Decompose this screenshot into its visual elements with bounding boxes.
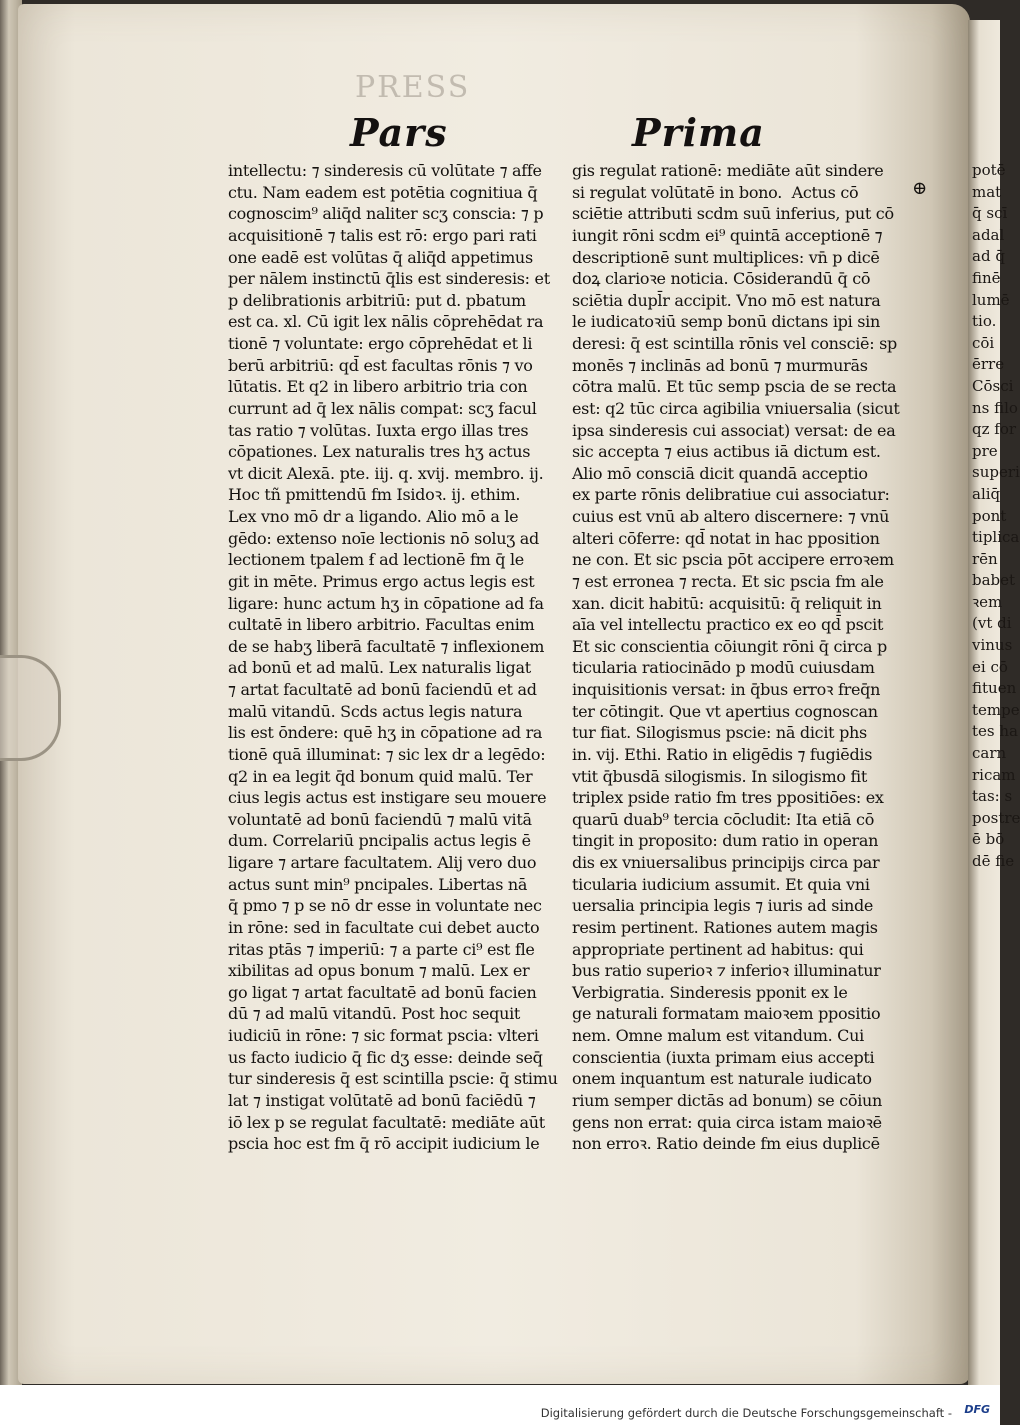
adjacent-page-line: lumē <box>972 290 1010 309</box>
right-column-line: sic accepta ⁊ eius actibus iā dictum est. <box>572 442 881 462</box>
adjacent-page-line: tas: s <box>972 787 1013 806</box>
left-column-line: xibilitas ad opus bonum ⁊ malū. Lex er <box>228 961 530 981</box>
adjacent-page-line: ns filo <box>972 398 1018 417</box>
right-column-line: bus ratio superioꝛ ⁊ inferioꝛ illuminatur <box>572 961 881 981</box>
adjacent-page-line: mat <box>972 182 1002 201</box>
adjacent-page-line: tes ha <box>972 722 1018 741</box>
left-column-line: q̄ pmo ⁊ p se nō dr esse in voluntate nec <box>228 896 542 916</box>
right-column-line: onem inquantum est naturale iudicato <box>572 1069 872 1089</box>
adjacent-page-line: carn <box>972 744 1007 763</box>
left-column-line: cius legis actus est instigare seu mouere <box>228 788 547 808</box>
left-column-line: malū vitandū. Scds actus legis natura <box>228 701 523 721</box>
right-column-line: vtit q̄busdā silogismis. In silogismo fit <box>572 766 868 786</box>
right-column-line: nem. Omne malum est vitandum. Cui <box>572 1026 864 1045</box>
left-column-line: tas ratio ⁊ volūtas. Iuxta ergo illas tres <box>228 420 529 440</box>
adjacent-page-line: potē <box>972 161 1006 179</box>
left-column-line: ligare: hunc actum hʒ in cōpatione ad fa <box>228 593 544 613</box>
adjacent-page-line: rēn <box>972 549 998 568</box>
left-column-line: ligare ⁊ artare facultatem. Alij vero duo <box>228 853 537 872</box>
right-column-line: sciētie attributi scdm suū inferius, put cō <box>572 204 894 224</box>
adjacent-page-line: Cōsci <box>972 376 1014 395</box>
adjacent-page-line: q̄ scī <box>972 204 1008 223</box>
adjacent-page-line: ꝛem <box>972 592 1003 611</box>
right-column-line: inquisitionis versat: in q̄bus erroꝛ freq̄n <box>572 680 881 699</box>
adjacent-page-line: vinus <box>972 636 1013 655</box>
left-column-line: gēdo: extenso noīe lectionis nō soluʒ ad <box>228 528 539 548</box>
left-column-line: intellectu: ⁊ sinderesis cū volūtate ⁊ affe <box>228 161 542 180</box>
left-column-line: cōpationes. Lex naturalis tres hʒ actus <box>228 442 531 462</box>
adjacent-page-line: postre <box>972 808 1020 827</box>
left-column-line: git in mēte. Primus ergo actus legis est <box>228 571 535 591</box>
left-column-line: one eadē est volūtas q̄ aliq̄d appetimus <box>228 247 533 267</box>
right-column-line: Et sic conscientia cōiungit rōni q̄ circa p <box>572 636 887 656</box>
right-column-line: in. vij. Ethi. Ratio in eligēdis ⁊ fugiēdis <box>572 744 873 764</box>
running-head-left: Pars <box>350 110 448 155</box>
left-column-line: lat ⁊ instigat volūtatē ad bonū faciēdū ⁊ <box>228 1090 536 1110</box>
adjacent-page-line: superi <box>972 463 1020 482</box>
right-column-line: uersalia principia legis ⁊ iuris ad sinde <box>572 896 874 916</box>
adjacent-page-line: ad q̄ <box>972 247 1005 266</box>
right-column-line: conscientia (iuxta primam eius accepti <box>572 1047 875 1067</box>
left-column-line: tionē quā illuminat: ⁊ sic lex dr a legēdo: <box>228 744 546 764</box>
right-column-line: Alio mō consciā dicit quandā acceptio <box>572 463 868 483</box>
right-column-line: descriptionē sunt multiplices: vn̄ p dicē <box>572 247 880 267</box>
right-column-line: deresi: q̄ est scintilla rōnis vel consciē: sp <box>572 334 897 353</box>
left-column-line: cultatē in libero arbitrio. Facultas enim <box>228 615 535 635</box>
right-column-line: cōtra malū. Et tūc semp pscia de se recta <box>572 377 897 397</box>
left-column-line: voluntatē ad bonū faciendū ⁊ malū vitā <box>228 809 532 829</box>
right-column-line: cuius est vnū ab altero discernere: ⁊ vnū <box>572 507 890 526</box>
right-column-line: gis regulat rationē: mediāte aūt sindere <box>572 161 884 180</box>
right-column-line: alteri cōferre: qd̄ notat in hac pposition <box>572 528 880 548</box>
left-column-line: lis est ōndere: quē hʒ in cōpatione ad ra <box>228 723 543 743</box>
left-column-line: currunt ad q̄ lex nālis compat: scʒ facul <box>228 398 537 418</box>
faint-stamp: PRESS <box>355 70 471 105</box>
left-column-line: pscia hoc est fm q̄ rō accipit iudicium le <box>228 1134 540 1154</box>
left-column-line: est ca. xl. Cū igit lex nālis cōprehēdat ra <box>228 312 544 332</box>
right-column-line: ticularia iudicium assumit. Et quia vni <box>572 874 870 894</box>
right-column-line: resim pertinent. Rationes autem magis <box>572 917 878 937</box>
right-column-line: ipsa sinderesis cui associat) versat: de ea <box>572 420 896 440</box>
right-column-line: ex parte rōnis delibratiue cui associatur: <box>572 485 890 505</box>
left-column-line: p delibrationis arbitriū: put d. pbatum <box>228 290 526 310</box>
right-column-line: doꝝ clarioꝛe noticia. Cōsiderandū q̄ cō <box>572 269 871 289</box>
left-column-line: ritas ptās ⁊ imperiū: ⁊ a parte ci⁹ est fle <box>228 939 535 959</box>
left-column-line: us facto iudicio q̄ fic dʒ esse: deinde seq̄ <box>228 1047 543 1067</box>
left-column-line: tur sinderesis q̄ est scintilla pscie: q̄ stimu <box>228 1069 558 1089</box>
right-column-line: rium semper dictās ad bonum) se cōiun <box>572 1090 883 1110</box>
adjacent-page-line: pre <box>972 441 998 460</box>
right-column-line: si regulat volūtatē in bono. Actus cō <box>572 182 859 202</box>
right-column-line: ne con. Et sic pscia pōt accipere erroꝛem <box>572 550 894 570</box>
left-column-line: dum. Correlariū pncipalis actus legis ē <box>228 831 531 851</box>
right-column-line: triplex pside ratio fm tres ppositiōes: ex <box>572 788 884 808</box>
right-column-line: le iudicatoꝛiū semp bonū dictans ipi sin <box>572 312 880 332</box>
adjacent-page-line: pont <box>972 506 1007 525</box>
running-head-right: Prima <box>632 110 765 155</box>
left-column-line: Lex vno mō dr a ligando. Alio mō a le <box>228 507 519 526</box>
page-marker-icon: ⊕ <box>912 178 928 199</box>
text-column-left <box>228 160 558 1155</box>
dfg-logo: DFG <box>964 1403 990 1416</box>
left-column-line: lectionem tpalem ẜ ad lectionē fm q̄ le <box>228 550 524 570</box>
right-column-line: ⁊ est erronea ⁊ recta. Et sic pscia fm ale <box>572 571 884 591</box>
adjacent-page-line: finē <box>972 268 1001 287</box>
adjacent-page-line: adal <box>972 225 1005 244</box>
left-column-line: ⁊ artat facultatē ad bonū faciendū et ad <box>228 680 537 699</box>
right-column-line: quarū duab⁹ tercia cōcludit: Ita etiā cō <box>572 809 875 829</box>
adjacent-page-line: ē bō <box>972 830 1005 849</box>
left-column-line: iō lex p se regulat facultatē: mediāte aūt <box>228 1112 545 1132</box>
left-column-line: ctu. Nam eadem est potētia cognitiua q̄ <box>228 182 538 202</box>
right-column-line: iungit rōni scdm ei⁹ quintā acceptionē ⁊ <box>572 225 883 245</box>
left-column-line: q2 in ea legit q̄d bonum quid malū. Ter <box>228 766 533 786</box>
adjacent-page-line: qz for <box>972 420 1017 439</box>
left-column-line: ad bonū et ad malū. Lex naturalis ligat <box>228 658 531 678</box>
adjacent-page-line: fituen <box>972 679 1017 698</box>
left-column-line: tionē ⁊ voluntate: ergo cōprehēdat et li <box>228 334 533 353</box>
right-column-line: sciētia dupl̄r accipit. Vno mō est natura <box>572 290 881 310</box>
left-column-line: berū arbitriū: qd̄ est facultas rōnis ⁊ vo <box>228 355 533 375</box>
right-column-line: dis ex vniuersalibus principijs circa par <box>572 853 880 872</box>
left-column-line: go ligat ⁊ artat facultatē ad bonū facien <box>228 982 537 1002</box>
adjacent-page-line: tempe <box>972 700 1020 719</box>
left-column-line: actus sunt min⁹ pncipales. Libertas nā <box>228 874 528 894</box>
right-column-line: aīa vel intellectu practico ex eo qd̄ pscit <box>572 615 884 635</box>
adjacent-page-line: ricam <box>972 765 1016 784</box>
right-column-line: appropriate pertinent ad habitus: qui <box>572 939 864 959</box>
page-clip-tab <box>0 655 61 761</box>
right-column-line: gens non errat: quia circa istam maioꝛē <box>572 1112 882 1132</box>
adjacent-page-line: tiplica <box>972 528 1020 547</box>
right-column-line: Verbigratia. Sinderesis pponit ex le <box>572 982 848 1002</box>
right-column-line: ticularia ratiocinādo p modū cuiusdam <box>572 658 875 678</box>
right-column-line: tur fiat. Silogismus pscie: nā dicit phs <box>572 723 867 743</box>
adjacent-page-line: dē fie <box>972 852 1015 870</box>
adjacent-page-line: babet <box>972 571 1016 590</box>
right-column-line: ter cōtingit. Que vt apertius cognoscan <box>572 701 878 721</box>
left-column-line: in rōne: sed in facultate cui debet aucto <box>228 917 540 937</box>
text-column-right <box>572 160 912 1155</box>
adjacent-page-line: ērre <box>972 355 1005 374</box>
left-column-line: dū ⁊ ad malū vitandū. Post hoc sequit <box>228 1004 521 1024</box>
left-column-line: de se habʒ liberā facultatē ⁊ inflexionem <box>228 636 545 656</box>
right-column-line: xan. dicit habitū: acquisitū: q̄ reliquit in <box>572 593 882 613</box>
left-column-line: cognoscim⁹ aliq̄d naliter scʒ conscia: ⁊ p <box>228 204 544 224</box>
adjacent-page-line: cōi <box>972 333 995 352</box>
right-column-line: est: q2 tūc circa agibilia vniuersalia (sicut <box>572 398 900 418</box>
left-column-line: Hoc tñ pmittendū fm Isidoꝛ. ij. ethim. <box>228 485 521 505</box>
adjacent-page-line: ei cō <box>972 657 1008 676</box>
adjacent-page-line: (vt di <box>972 614 1012 633</box>
adjacent-page-text <box>972 160 1020 873</box>
left-column-line: lūtatis. Et q2 in libero arbitrio tria con <box>228 377 528 397</box>
right-column-line: monēs ⁊ inclinās ad bonū ⁊ murmurās <box>572 355 868 375</box>
right-column-line: tingit in proposito: dum ratio in operan <box>572 831 879 851</box>
adjacent-page-line: tio. <box>972 312 997 331</box>
right-column-line: non erroꝛ. Ratio deinde fm eius duplicē <box>572 1134 880 1154</box>
left-column-line: iudiciū in rōne: ⁊ sic format pscia: vlteri <box>228 1026 539 1045</box>
left-column-line: per nālem instinctū q̄lis est sinderesis: et <box>228 269 550 289</box>
footer-credit-text: Digitalisierung gefördert durch die Deutsche Forschungsgemeinschaft - <box>540 1406 952 1420</box>
right-column-line: ge naturali formatam maioꝛem ppositio <box>572 1004 881 1024</box>
left-column-line: acquisitionē ⁊ talis est rō: ergo pari rati <box>228 225 537 245</box>
left-column-line: vt dicit Alexā. pte. iij. q. xvij. membro. ij. <box>228 463 544 483</box>
adjacent-page-line: aliq̄ <box>972 484 1001 503</box>
